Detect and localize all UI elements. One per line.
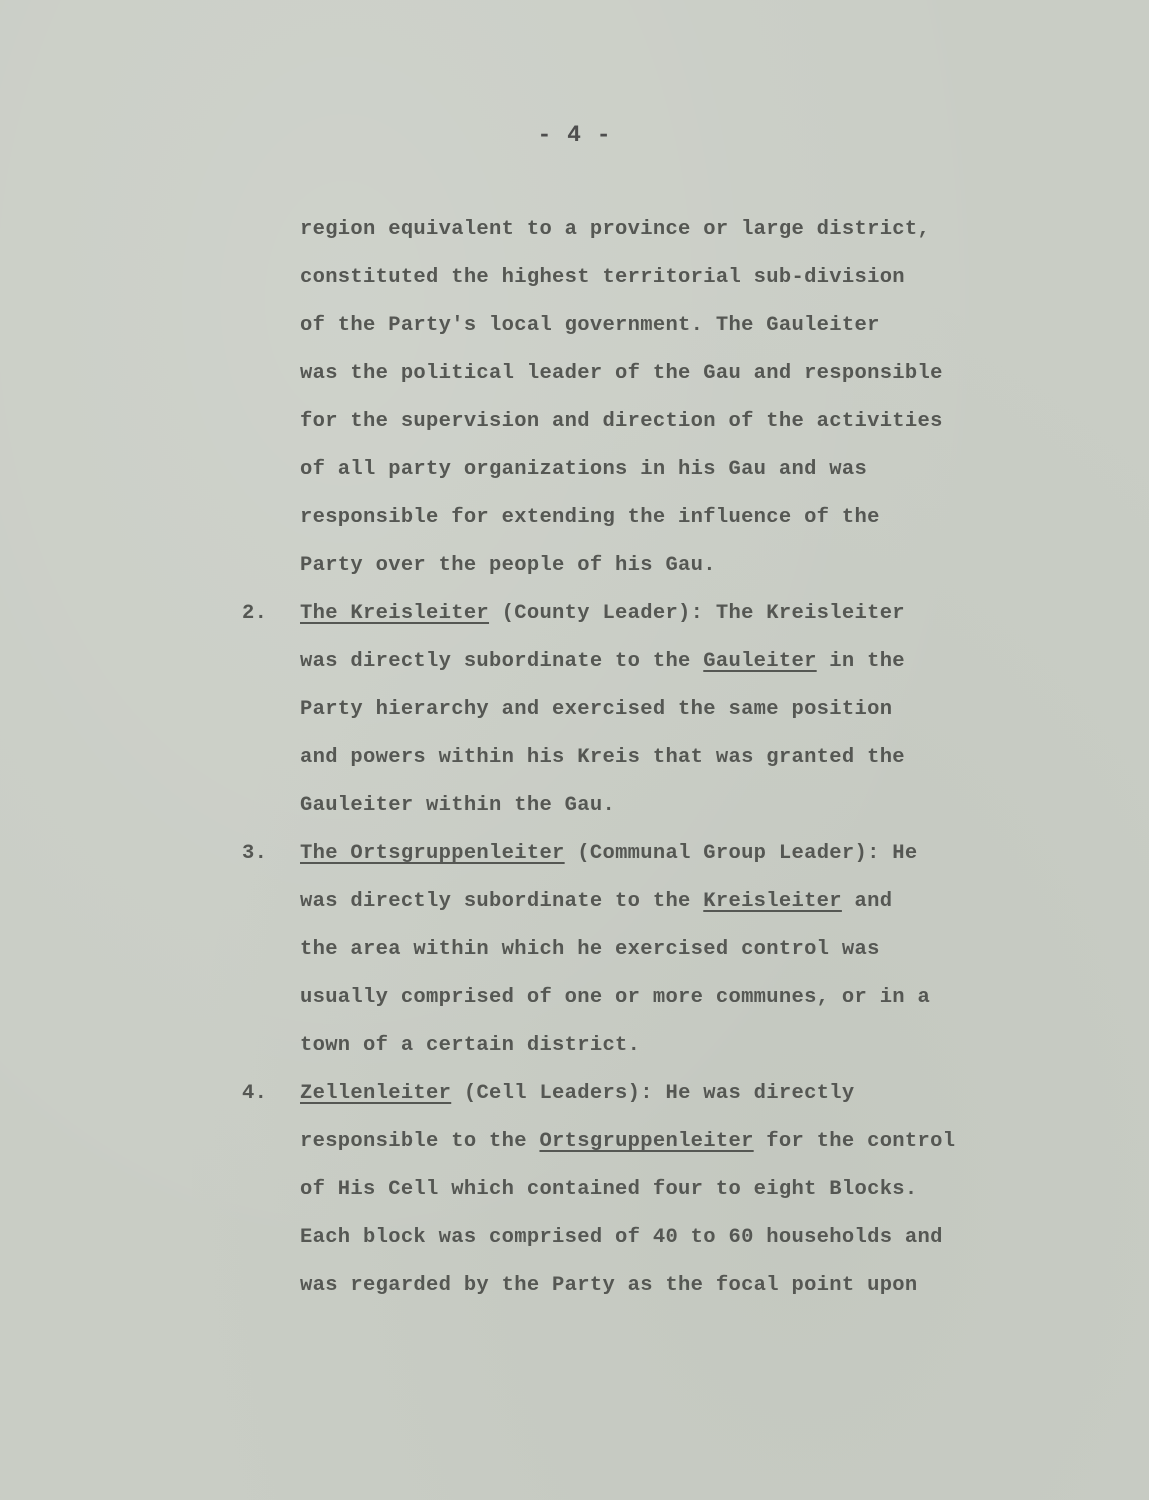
item-4-line: was regarded by the Party as the focal point upon bbox=[300, 1274, 918, 1297]
item-2-line bbox=[300, 644, 1100, 692]
underlined-term: Kreisleiter bbox=[703, 890, 842, 913]
underlined-term: Gauleiter bbox=[703, 650, 817, 673]
intro-line: of all party organizations in his Gau and was bbox=[300, 458, 868, 481]
intro-line: Party over the people of his Gau. bbox=[300, 554, 716, 577]
text-span: responsible to the bbox=[300, 1130, 540, 1153]
item-heading-rest: (County Leader): The Kreisleiter bbox=[489, 602, 905, 625]
item-3-line bbox=[300, 884, 1100, 932]
item-term: The Ortsgruppenleiter bbox=[300, 842, 565, 865]
underlined-term: Ortsgruppenleiter bbox=[539, 1130, 754, 1153]
item-2-line: Gauleiter within the Gau. bbox=[300, 794, 616, 817]
item-2-heading-line bbox=[242, 596, 1100, 644]
intro-line: was the political leader of the Gau and responsible bbox=[300, 362, 943, 385]
item-3-heading-line bbox=[242, 836, 1100, 884]
text-span: was directly subordinate to the bbox=[300, 890, 704, 913]
text-span: was directly subordinate to the bbox=[300, 650, 704, 673]
item-number: 3. bbox=[242, 842, 268, 865]
intro-line: responsible for extending the influence of the bbox=[300, 506, 880, 529]
intro-line: region equivalent to a province or large district, bbox=[300, 218, 931, 241]
item-2-line: Party hierarchy and exercised the same position bbox=[300, 698, 893, 721]
text-span: and bbox=[841, 890, 893, 913]
item-3-line: usually comprised of one or more communes, or in a bbox=[300, 986, 931, 1009]
document-body bbox=[242, 212, 1100, 1316]
item-4-line: Each block was comprised of 40 to 60 households and bbox=[300, 1226, 943, 1249]
item-4-line: of His Cell which contained four to eight Blocks. bbox=[300, 1178, 918, 1201]
item-3-line: town of a certain district. bbox=[300, 1034, 641, 1057]
item-term: Zellenleiter bbox=[300, 1082, 452, 1105]
item-4-heading-line bbox=[242, 1076, 1100, 1124]
text-span: for the control bbox=[753, 1130, 956, 1153]
intro-line: of the Party's local government. The Gauleiter bbox=[300, 314, 880, 337]
intro-line: constituted the highest territorial sub-division bbox=[300, 266, 905, 289]
item-2-line: and powers within his Kreis that was granted the bbox=[300, 746, 905, 769]
intro-line: for the supervision and direction of the activities bbox=[300, 410, 943, 433]
item-3-line: the area within which he exercised control was bbox=[300, 938, 880, 961]
item-number: 2. bbox=[242, 602, 268, 625]
item-heading-rest: (Cell Leaders): He was directly bbox=[451, 1082, 855, 1105]
item-heading-rest: (Communal Group Leader): He bbox=[564, 842, 918, 865]
item-term: The Kreisleiter bbox=[300, 602, 490, 625]
page-number: - 4 - bbox=[537, 122, 612, 148]
item-number: 4. bbox=[242, 1082, 268, 1105]
item-4-line bbox=[300, 1124, 1100, 1172]
text-span: in the bbox=[816, 650, 905, 673]
